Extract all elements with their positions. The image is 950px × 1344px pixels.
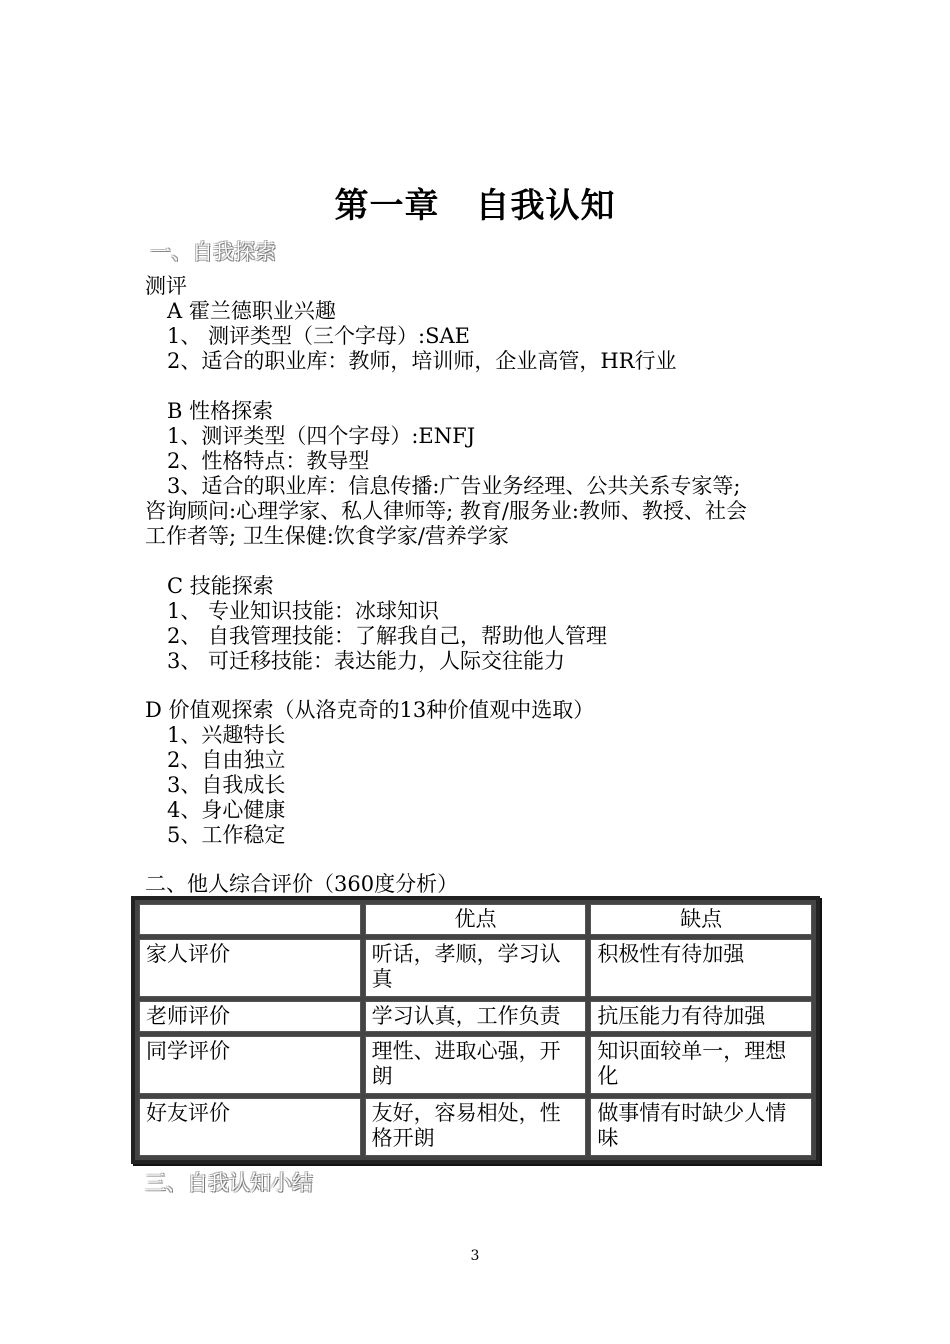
skills-item: 3、 可迁移技能：表达能力，人际交往能力 (167, 649, 566, 673)
table-header-cell: 缺点 (590, 904, 812, 935)
personality-item: 工作者等; 卫生保健:饮食学家/营养学家 (145, 524, 509, 548)
section3-heading: 三、自我认知小结 (145, 1171, 313, 1195)
evaluator-cell: 老师评价 (139, 1001, 361, 1032)
evaluator-cell: 同学评价 (139, 1036, 361, 1094)
assessment-label: 测评 (145, 274, 187, 298)
personality-item: 3、适合的职业库：信息传播:广告业务经理、公共关系专家等; (167, 474, 741, 498)
table-header-cell: 优点 (365, 904, 587, 935)
table-header-cell (139, 904, 361, 935)
pros-cell: 听话，孝顺，学习认真 (365, 939, 587, 997)
evaluation-table (131, 896, 820, 1164)
values-title: D 价值观探索（从洛克奇的13种价值观中选取） (145, 698, 595, 722)
skills-item: 2、 自我管理技能：了解我自己，帮助他人管理 (167, 624, 608, 648)
section2-heading: 二、他人综合评价（360度分析） (145, 872, 459, 896)
personality-item: 咨询顾问:心理学家、私人律师等; 教育/服务业:教师、教授、社会 (145, 499, 747, 523)
pros-cell: 学习认真，工作负责 (365, 1001, 587, 1032)
values-item: 5、工作稳定 (167, 823, 286, 847)
cons-cell: 积极性有待加强 (590, 939, 812, 997)
page-number: 3 (470, 1248, 480, 1264)
holland-item: 1、 测评类型（三个字母）:SAE (167, 324, 470, 348)
pros-cell: 友好，容易相处，性格开朗 (365, 1098, 587, 1156)
chapter-title: 第一章 自我认知 (334, 186, 616, 226)
cons-cell: 做事情有时缺少人情味 (590, 1098, 812, 1156)
holland-title: A 霍兰德职业兴趣 (167, 299, 336, 323)
personality-title: B 性格探索 (167, 399, 274, 423)
section1-heading: 一、自我探索 (150, 240, 276, 264)
values-item: 4、身心健康 (167, 798, 286, 822)
skills-item: 1、 专业知识技能：冰球知识 (167, 599, 440, 623)
pros-cell: 理性、进取心强，开朗 (365, 1036, 587, 1094)
values-item: 1、兴趣特长 (167, 723, 286, 747)
holland-item: 2、适合的职业库：教师，培训师，企业高管，HR行业 (167, 349, 677, 373)
evaluator-cell: 好友评价 (139, 1098, 361, 1156)
table-row (139, 1098, 812, 1156)
values-item: 2、自由独立 (167, 748, 286, 772)
personality-item: 1、测评类型（四个字母）:ENFJ (167, 424, 476, 448)
table-header-row (139, 904, 812, 935)
skills-title: C 技能探索 (167, 574, 274, 598)
cons-cell: 抗压能力有待加强 (590, 1001, 812, 1032)
values-item: 3、自我成长 (167, 773, 286, 797)
table-row (139, 939, 812, 997)
table-row (139, 1001, 812, 1032)
table-row (139, 1036, 812, 1094)
personality-item: 2、性格特点：教导型 (167, 449, 370, 473)
cons-cell: 知识面较单一，理想化 (590, 1036, 812, 1094)
evaluator-cell: 家人评价 (139, 939, 361, 997)
